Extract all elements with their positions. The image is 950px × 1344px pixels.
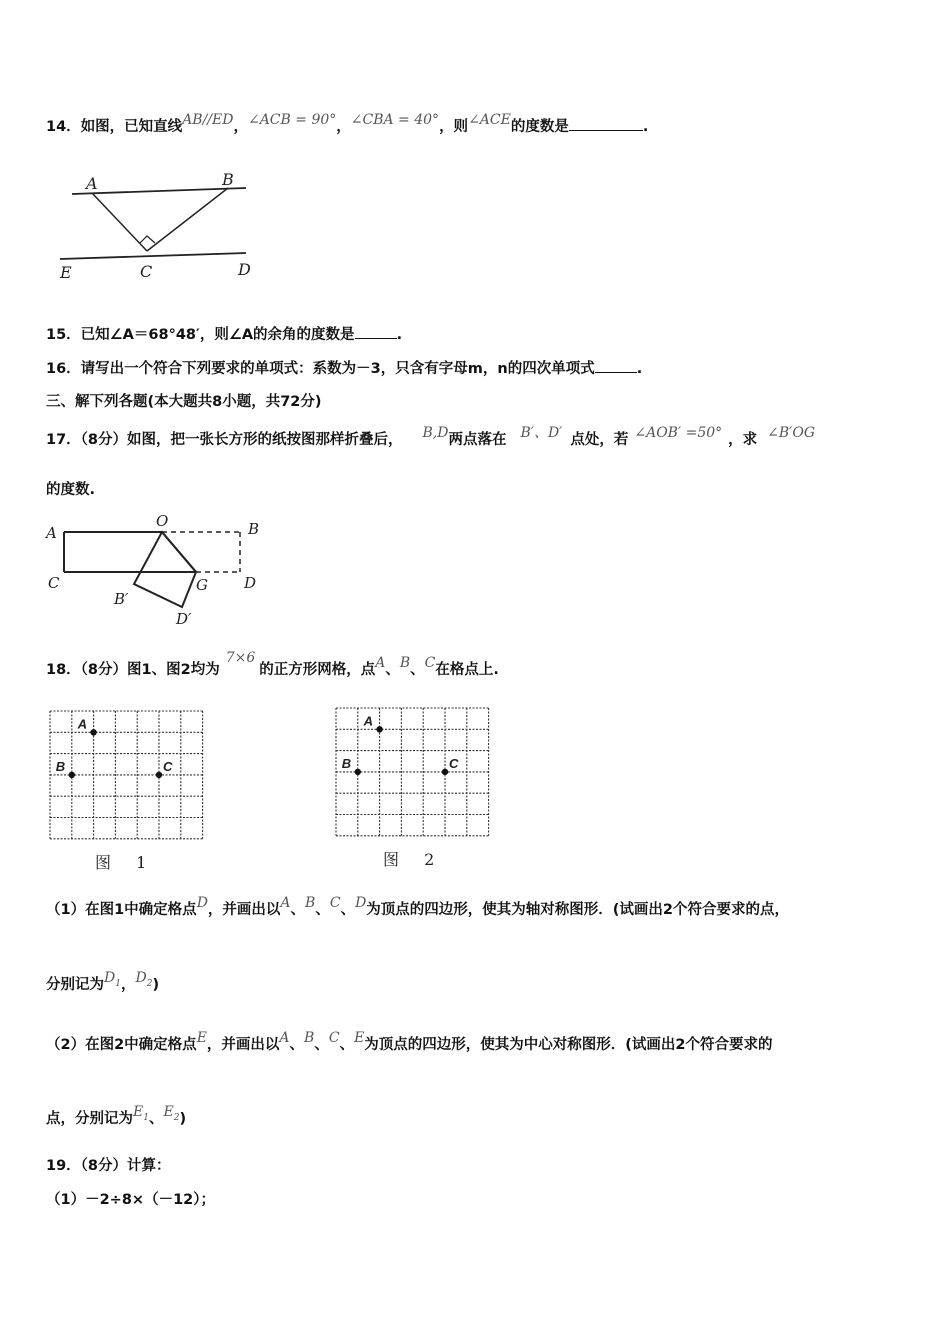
q18-math-a: A [375, 655, 386, 671]
q18-line [46, 650, 499, 680]
section-3-heading: 三、解下列各题(本大题共8小题，共72分) [46, 394, 322, 410]
q17-figure [44, 512, 274, 632]
q16-end: . [636, 361, 643, 377]
q16-answer-blank [595, 358, 637, 373]
q14-math-parallel: AB//ED [182, 112, 234, 128]
q14-label-a: A [86, 174, 98, 193]
q18-p2-math-e1-sub: 1 [143, 1113, 149, 1123]
q18-p2-math-e: E [196, 1030, 207, 1046]
q14-sep: ， [336, 119, 351, 135]
q18-p1-math-d: D [355, 895, 367, 911]
q18-p1-math-d1-sub: 1 [115, 979, 121, 989]
q18-p1-math-b: B [305, 895, 316, 911]
q18-p1-sep: 、 [290, 902, 306, 918]
grid-point-c [156, 772, 162, 778]
q18-p1-sep: ， [120, 977, 136, 993]
q18-grid-figure-1 [48, 709, 204, 839]
q18-text: 18．（8分）图1、图2均为 [46, 662, 220, 678]
q18-fig2-caption: 图 2 [383, 850, 445, 869]
q16-line [46, 358, 642, 379]
q18-p1-math-d: D [196, 895, 208, 911]
q14-label-b: B [222, 170, 234, 189]
q14-math-cba: ∠CBA = 40° [350, 112, 440, 128]
q18-p1-sep: 、 [340, 902, 356, 918]
q17-label-d: D [244, 574, 257, 592]
q17-math-bd: B,D [422, 425, 449, 441]
q18-p1-text: ，并画出以 [207, 902, 281, 918]
q14-sep: ， [233, 119, 248, 135]
q18-math-c: C [424, 655, 436, 671]
grid-label-b: B [341, 755, 352, 771]
q14-figure [50, 165, 260, 285]
q18-p2-sep: 、 [289, 1037, 305, 1053]
q18-p1-math-a: A [280, 895, 291, 911]
q18-math-grid-size: 7×6 [225, 650, 256, 666]
q18-p2-math-e1: E [133, 1104, 144, 1120]
q18-p1-close: ) [152, 977, 160, 993]
q19-line: 19．（8分）计算： [46, 1158, 171, 1174]
q18-p2-sep: 、 [148, 1111, 164, 1127]
q18-p1-math-c: C [329, 895, 341, 911]
q18-p2-text: 点，分别记为 [46, 1111, 133, 1127]
q18-fig1-caption: 图 1 [95, 853, 157, 872]
q18-grid-figure-2 [334, 706, 490, 836]
grid-point-b [355, 769, 361, 775]
q18-p2-sep: 、 [314, 1037, 329, 1053]
q14-label-c: C [140, 262, 153, 281]
q18-part1-line [46, 895, 790, 920]
q18-p2-text: ，并画出以 [206, 1037, 280, 1053]
q15-text: 15．已知∠A＝68°48′，则∠A的余角的度数是 [46, 327, 355, 343]
q14-math-ace: ∠ACE [468, 112, 511, 128]
q14-end: . [642, 119, 649, 135]
q18-p1-text: 分别记为 [46, 977, 104, 993]
q18-text: 在格点上. [435, 662, 499, 678]
grid-label-a: A [77, 716, 87, 732]
q18-p1-sep: 、 [315, 902, 330, 918]
q18-sep: 、 [385, 662, 400, 678]
q18-p2-text: 为顶点的四边形，使其为中心对称图形．(试画出2个符合要求的 [364, 1037, 773, 1053]
q17-label-d-prime: D′ [176, 610, 192, 628]
q17-line-2: 的度数. [46, 482, 96, 498]
q15-answer-blank [355, 324, 397, 339]
q18-part2-line-2 [46, 1104, 187, 1131]
q14-text: 的度数是 [510, 119, 569, 135]
q17-text: ，求 [728, 432, 758, 448]
q17-math-bog: ∠B′OG [767, 425, 815, 441]
q17-text: 点处，若 [570, 432, 629, 448]
grid-label-b: B [55, 758, 66, 774]
q18-p1-math-d2-sub: 2 [146, 979, 153, 989]
grid-label-c: C [449, 755, 459, 771]
q14-text: 如图，已知直线 [80, 119, 183, 135]
q17-math-bd-prime: B′、D′ [520, 425, 563, 441]
q18-p1-math-d1: D [104, 970, 116, 986]
q18-math-b: B [399, 655, 411, 671]
q17-text: 17．（8分）如图，把一张长方形的纸按图那样折叠后， [46, 432, 403, 448]
grid-point-b [69, 772, 75, 778]
q15-end: . [396, 327, 403, 343]
q14-text: ，则 [439, 119, 469, 135]
grid-point-a [376, 726, 382, 732]
grid-point-a [90, 729, 96, 735]
q17-label-o: O [156, 512, 169, 530]
q18-part2-line [46, 1030, 773, 1055]
q17-line [46, 425, 815, 450]
q18-p2-text: （2）在图2中确定格点 [46, 1037, 197, 1053]
q18-p1-math-d2: D [135, 970, 147, 986]
q17-math-aob: ∠AOB′ =50° [634, 425, 723, 441]
q14-line [46, 112, 649, 137]
q17-label-c: C [48, 574, 60, 592]
q17-text: 两点落在 [448, 432, 507, 448]
q19-sub1-line: （1）－2÷8×（－12）； [46, 1192, 215, 1208]
q18-p2-math-b: B [304, 1030, 315, 1046]
grid-label-c: C [163, 758, 173, 774]
q14-math-acb: ∠ACB = 90° [247, 112, 337, 128]
q14-label-d: D [238, 260, 251, 279]
q18-p2-close: ) [179, 1111, 187, 1127]
grid-label-a: A [363, 713, 373, 729]
q18-p1-text: 为顶点的四边形，使其为轴对称图形．(试画出2个符合要求的点， [366, 902, 790, 918]
q18-p1-text: （1）在图1中确定格点 [46, 902, 197, 918]
q14-label-e: E [60, 263, 72, 282]
q18-text: 的正方形网格，点 [259, 662, 376, 678]
q18-p2-math-e2-sub: 2 [173, 1113, 180, 1123]
q18-p2-math-a: A [279, 1030, 290, 1046]
q18-p2-sep: 、 [339, 1037, 355, 1053]
grid-point-c [442, 769, 448, 775]
q17-label-a: A [46, 524, 57, 542]
q18-p2-math-e2: E [163, 1104, 174, 1120]
q18-sep: 、 [410, 662, 425, 678]
q18-p2-math-c: C [328, 1030, 340, 1046]
q18-p2-math-e: E [354, 1030, 365, 1046]
q14-number: 14． [46, 119, 81, 135]
q14-answer-blank [569, 116, 643, 131]
q16-text: 16．请写出一个符合下列要求的单项式：系数为－3，只含有字母m，n的四次单项式 [46, 361, 595, 377]
q17-label-b-prime: B′ [114, 590, 129, 608]
q18-part1-line-2 [46, 970, 160, 997]
q15-line [46, 324, 402, 345]
q17-label-g: G [196, 576, 208, 594]
q17-label-b: B [248, 520, 260, 538]
